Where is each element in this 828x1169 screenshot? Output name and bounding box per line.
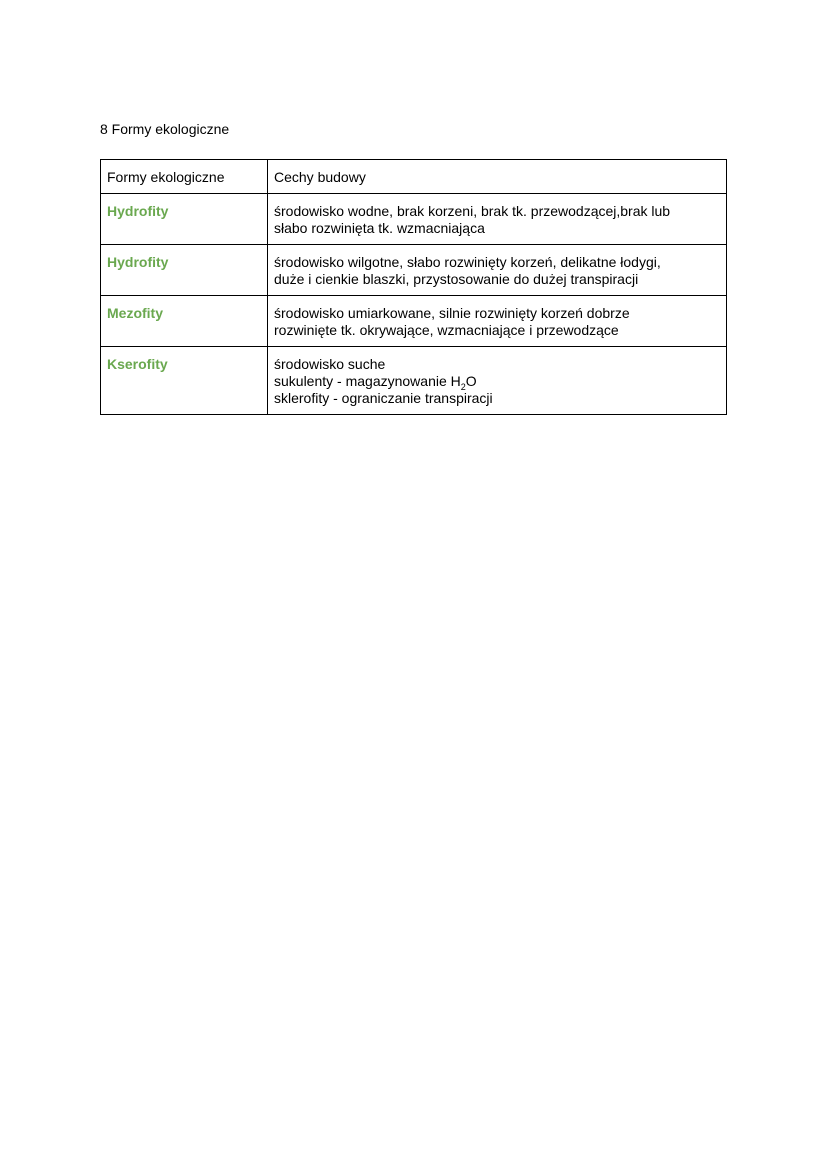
feature-line: sklerofity - ograniczanie transpiracji [274, 390, 493, 406]
table-row [101, 296, 727, 347]
feature-line [274, 373, 720, 390]
feature-line: środowisko suche [274, 356, 386, 372]
feature-line: rozwinięte tk. okrywające, wzmacniające i przewodzące [274, 322, 619, 338]
table-row [101, 194, 727, 245]
feature-line: słabo rozwinięta tk. wzmacniająca [274, 220, 485, 236]
feature-line: duże i cienkie blaszki, przystosowanie do dużej transpiracji [274, 271, 639, 287]
feature-line: środowisko wilgotne, słabo rozwinięty korzeń, delikatne łodygi, [274, 254, 661, 270]
table-row [101, 245, 727, 296]
features-cell [268, 245, 727, 296]
features-cell [268, 194, 727, 245]
subscript-2: 2 [460, 381, 466, 392]
form-name-cell: Kserofity [101, 347, 268, 415]
feature-text: sukulenty - magazynowanie H [274, 373, 461, 389]
header-features: Cechy budowy [268, 160, 727, 194]
form-name-cell: Mezofity [101, 296, 268, 347]
ecological-forms-table [100, 159, 727, 415]
feature-line: środowisko wodne, brak korzeni, brak tk. przewodzącej,brak lub [274, 203, 671, 219]
form-name-cell: Hydrofity [101, 245, 268, 296]
header-forms: Formy ekologiczne [101, 160, 268, 194]
feature-text: O [465, 373, 477, 389]
table-row [101, 347, 727, 415]
page-title: 8 Formy ekologiczne [100, 121, 230, 137]
features-cell [268, 347, 727, 415]
features-cell [268, 296, 727, 347]
form-name-cell: Hydrofity [101, 194, 268, 245]
table-header-row [101, 160, 727, 194]
feature-line: środowisko umiarkowane, silnie rozwinięty korzeń dobrze [274, 305, 630, 321]
